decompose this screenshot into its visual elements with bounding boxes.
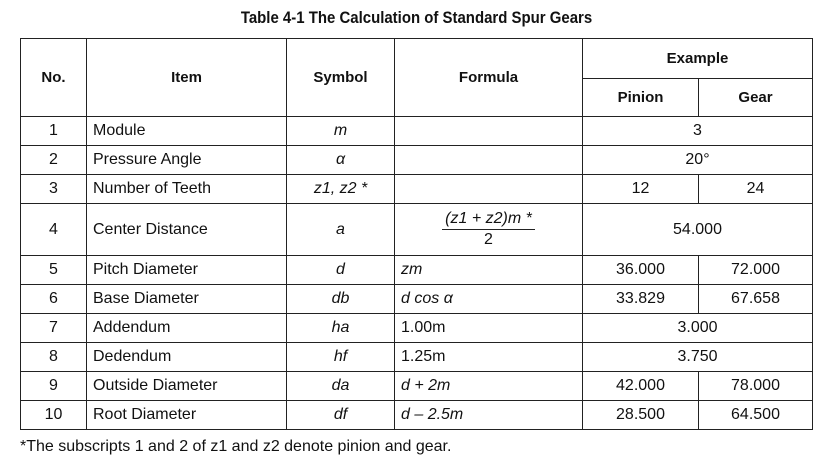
row-formula: d + 2m [395, 372, 583, 401]
table-row [21, 372, 813, 401]
table-row [21, 256, 813, 285]
row-formula: d cos α [395, 285, 583, 314]
footnote: *The subscripts 1 and 2 of z1 and z2 denote pinion and gear. [20, 438, 452, 455]
row-item: Center Distance [87, 204, 287, 256]
header-item: Item [87, 39, 287, 117]
row-pinion-value: 28.500 [583, 401, 699, 430]
fraction-numerator: (z1 + z2)m * [442, 211, 535, 230]
row-gear-value: 64.500 [699, 401, 813, 430]
header-formula: Formula [395, 39, 583, 117]
row-gear-value: 78.000 [699, 372, 813, 401]
row-formula [395, 175, 583, 204]
row-combined-value: 20° [583, 146, 813, 175]
row-no: 6 [21, 285, 87, 314]
center-distance-fraction [442, 211, 535, 248]
table-row [21, 146, 813, 175]
row-item: Pitch Diameter [87, 256, 287, 285]
table-row [21, 314, 813, 343]
row-item: Addendum [87, 314, 287, 343]
row-item: Base Diameter [87, 285, 287, 314]
row-gear-value: 24 [699, 175, 813, 204]
row-no: 3 [21, 175, 87, 204]
row-formula: zm [395, 256, 583, 285]
row-gear-value: 67.658 [699, 285, 813, 314]
row-formula [395, 146, 583, 175]
header-pinion: Pinion [583, 79, 699, 117]
table-row [21, 343, 813, 372]
row-no: 9 [21, 372, 87, 401]
header-no: No. [21, 39, 87, 117]
row-symbol: da [287, 372, 395, 401]
row-gear-value: 72.000 [699, 256, 813, 285]
row-combined-value: 3.750 [583, 343, 813, 372]
row-combined-value: 54.000 [583, 204, 813, 256]
row-no: 7 [21, 314, 87, 343]
row-no: 1 [21, 117, 87, 146]
table-row [21, 401, 813, 430]
row-symbol: ha [287, 314, 395, 343]
row-combined-value: 3.000 [583, 314, 813, 343]
row-pinion-value: 36.000 [583, 256, 699, 285]
row-pinion-value: 42.000 [583, 372, 699, 401]
row-no: 5 [21, 256, 87, 285]
header-symbol: Symbol [287, 39, 395, 117]
row-formula: d – 2.5m [395, 401, 583, 430]
row-combined-value: 3 [583, 117, 813, 146]
fraction-denominator: 2 [484, 231, 493, 248]
table-row [21, 204, 813, 256]
row-item: Number of Teeth [87, 175, 287, 204]
row-no: 4 [21, 204, 87, 256]
row-symbol: α [287, 146, 395, 175]
row-no: 8 [21, 343, 87, 372]
row-no: 2 [21, 146, 87, 175]
row-no: 10 [21, 401, 87, 430]
row-symbol: db [287, 285, 395, 314]
row-symbol: m [287, 117, 395, 146]
row-item: Outside Diameter [87, 372, 287, 401]
row-item: Root Diameter [87, 401, 287, 430]
row-formula [395, 204, 583, 256]
table-row [21, 117, 813, 146]
row-formula: 1.25m [395, 343, 583, 372]
spur-gear-table [20, 38, 813, 430]
row-symbol: d [287, 256, 395, 285]
row-item: Module [87, 117, 287, 146]
row-pinion-value: 12 [583, 175, 699, 204]
row-item: Pressure Angle [87, 146, 287, 175]
row-item: Dedendum [87, 343, 287, 372]
header-example: Example [583, 39, 813, 79]
row-formula: 1.00m [395, 314, 583, 343]
table-row [21, 175, 813, 204]
row-symbol: df [287, 401, 395, 430]
header-gear: Gear [699, 79, 813, 117]
row-symbol: z1, z2 * [287, 175, 395, 204]
row-symbol: a [287, 204, 395, 256]
row-pinion-value: 33.829 [583, 285, 699, 314]
table-title: Table 4-1 The Calculation of Standard Spur Gears [240, 8, 593, 27]
table-row [21, 285, 813, 314]
row-symbol: hf [287, 343, 395, 372]
row-formula [395, 117, 583, 146]
